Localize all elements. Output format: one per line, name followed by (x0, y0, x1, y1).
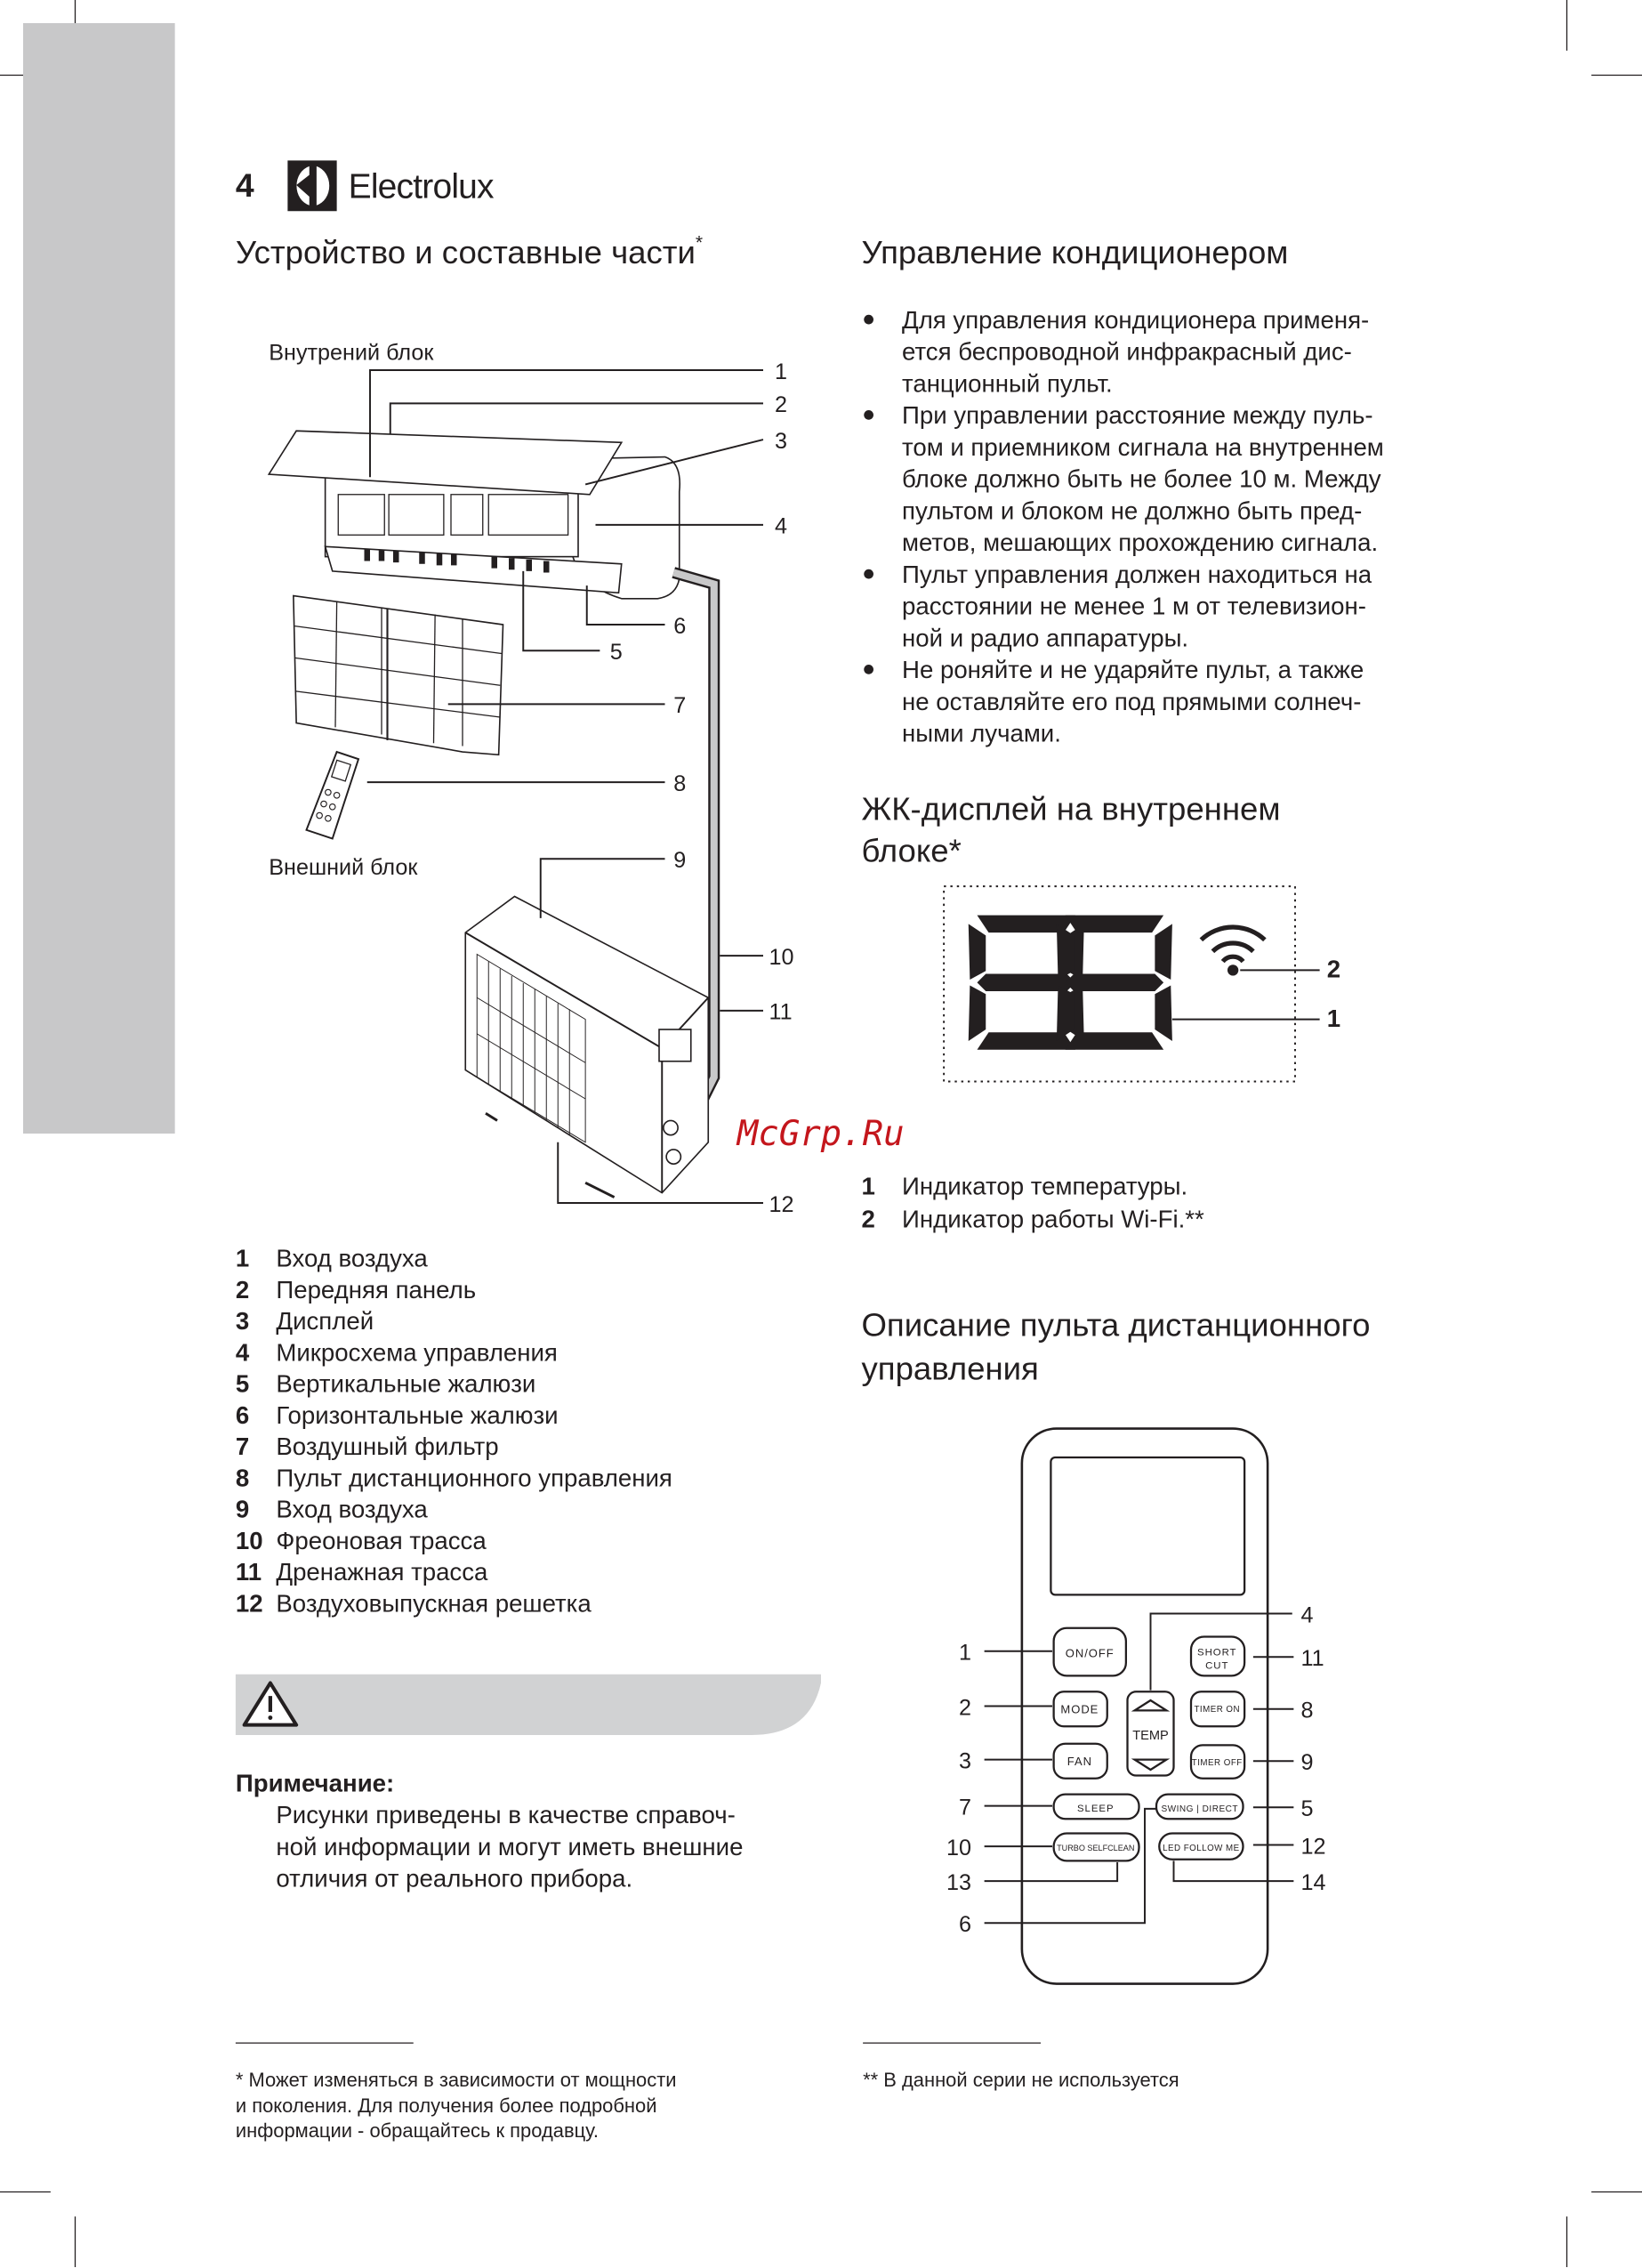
callout-7: 7 (673, 693, 687, 719)
remote-button-timer-on: TIMER ON (1194, 1705, 1241, 1715)
remote-button-swing-direct: SWING | DIRECT (1161, 1804, 1239, 1815)
part-name: Пульт дистанционного управления (276, 1464, 672, 1492)
remote-button-timer-off: TIMER OFF (1191, 1758, 1243, 1769)
section-title-parts: Устройство и составные части* (235, 232, 704, 270)
note-title: Примечание: (235, 1769, 395, 1797)
bullet-icon (864, 569, 873, 579)
callout-2: 2 (775, 392, 788, 418)
remote-control-diagram (946, 1429, 1326, 1984)
lcd-segment (1066, 1032, 1164, 1050)
bullet-text: ется беспроводной инфракрасный дис- (902, 337, 1352, 366)
part-name: Дисплей (276, 1307, 374, 1336)
part-name: Фреоновая трасса (276, 1526, 487, 1554)
section-title-lcd: блоке* (861, 832, 962, 869)
watermark: McGrp.Ru (736, 1114, 905, 1155)
part-number: 12 (235, 1589, 263, 1618)
bullet-icon (864, 410, 873, 420)
bullet-text: том и приемником сигнала на внутреннем (902, 432, 1384, 461)
lcd-segment (1155, 924, 1172, 980)
part-number: 7 (235, 1433, 250, 1461)
part-number: 2 (235, 1275, 250, 1303)
part-name: Воздуховыпускная решетка (276, 1589, 592, 1618)
callout-3: 3 (775, 428, 788, 454)
wifi-icon (1201, 927, 1265, 962)
section-title-remote: управления (861, 1350, 1039, 1387)
remote-callout-14: 14 (1300, 1869, 1326, 1895)
part-name: Горизонтальные жалюзи (276, 1400, 559, 1429)
remote-callout-7: 7 (959, 1795, 971, 1820)
indoor-unit-label: Внутрений блок (269, 340, 434, 366)
lcd-segment (1155, 985, 1172, 1041)
part-number: 9 (235, 1495, 250, 1523)
callout-8: 8 (673, 771, 687, 796)
remote-callout-12: 12 (1300, 1834, 1326, 1860)
callout-4: 4 (775, 513, 788, 539)
part-number: 8 (235, 1464, 250, 1492)
remote-callout-4: 4 (1300, 1602, 1314, 1628)
bullet-text: пультом и блоком не должно быть пред- (902, 496, 1363, 525)
part-name: Передняя панель (276, 1275, 477, 1303)
footnote-line: информации - обращайтесь к продавцу. (235, 2119, 600, 2142)
remote-button-short-cut: CUT (1205, 1660, 1229, 1672)
callout-1: 1 (775, 359, 788, 384)
bullet-text: расстоянии не менее 1 м от телевизион- (902, 592, 1366, 620)
lcd-segment (969, 985, 986, 1041)
remote-button-fan: FAN (1066, 1755, 1092, 1769)
remote-callout-8: 8 (1300, 1698, 1314, 1723)
remote-button-led-follow-me: LED FOLLOW ME (1163, 1844, 1240, 1854)
part-number: 10 (235, 1526, 263, 1554)
callout-12: 12 (769, 1191, 794, 1217)
part-name: Микросхема управления (276, 1338, 558, 1367)
remote-button-mode: MODE (1060, 1702, 1099, 1716)
part-number: 3 (235, 1307, 250, 1336)
note-line: отличия от реального прибора. (276, 1864, 633, 1893)
lcd-temperature-digits (969, 916, 1172, 1050)
outdoor-unit-label: Внешний блок (269, 855, 418, 881)
callout-5: 5 (609, 640, 623, 666)
outdoor-unit-drawing (465, 897, 708, 1198)
lcd-segment (1066, 916, 1164, 933)
indicator-text: Индикатор работы Wi-Fi.** (902, 1205, 1204, 1233)
indicator-number: 1 (861, 1172, 875, 1200)
bullet-text: блоке должно быть не более 10 м. Между (902, 464, 1381, 493)
part-name: Вход воздуха (276, 1244, 428, 1272)
part-name: Воздушный фильтр (276, 1433, 499, 1461)
footnote-wifi: ** В данной серии не используется (863, 2068, 1179, 2091)
lcd-callout-1: 1 (1326, 1004, 1341, 1032)
note-line: Рисунки приведены в качестве справоч- (276, 1801, 736, 1829)
part-name: Вход воздуха (276, 1495, 428, 1523)
part-number: 4 (235, 1338, 250, 1367)
lcd-display-diagram (944, 886, 1340, 1081)
bullet-text: танционный пульт. (902, 369, 1113, 398)
lcd-segment (969, 924, 986, 980)
part-name: Вертикальные жалюзи (276, 1369, 536, 1398)
footnote-line: * Может изменяться в зависимости от мощности (235, 2068, 677, 2091)
callout-10: 10 (769, 944, 794, 970)
part-number: 11 (235, 1558, 262, 1586)
remote-callout-5: 5 (1300, 1796, 1314, 1822)
section-title-remote: Описание пульта дистанционного (861, 1306, 1371, 1344)
section-title-lcd: ЖК-дисплей на внутреннем (861, 790, 1281, 827)
remote-button-sleep: SLEEP (1077, 1804, 1115, 1815)
part-number: 5 (235, 1369, 250, 1398)
side-tab (23, 23, 175, 1134)
remote-button-on-off: ON/OFF (1065, 1646, 1115, 1660)
control-bullets (864, 306, 1384, 747)
callout-6: 6 (673, 613, 687, 639)
section-title-control: Управление кондиционером (861, 233, 1289, 270)
brand-name: Electrolux (348, 167, 494, 206)
bullet-text: не оставляйте его под прямыми солнеч- (902, 687, 1362, 715)
warning-bar (236, 1675, 821, 1735)
callout-9: 9 (673, 848, 687, 874)
bullet-text: ной и радио аппаратуры. (902, 624, 1189, 652)
bullet-text: Пульт управления должен находиться на (902, 560, 1372, 588)
bullet-icon (864, 665, 873, 674)
remote-button-short-cut: SHORT (1197, 1647, 1237, 1659)
bullet-text: Для управления кондиционера применя- (902, 305, 1370, 334)
bullet-text: метов, мешающих прохождению сигнала. (902, 529, 1379, 557)
note-line: ной информации и могут иметь внешние (276, 1832, 744, 1860)
lcd-segment (1066, 973, 1164, 991)
remote-callout-2: 2 (959, 1695, 971, 1721)
remote-callout-13: 13 (946, 1869, 971, 1895)
callout-11: 11 (769, 999, 793, 1025)
remote-callout-9: 9 (1300, 1750, 1314, 1776)
lcd-segment (1057, 985, 1075, 1041)
remote-callout-10: 10 (946, 1835, 971, 1860)
bullet-icon (864, 315, 873, 325)
bullet-text: При управлении расстояние между пуль- (902, 401, 1373, 430)
remote-callout-11: 11 (1300, 1646, 1324, 1672)
bullet-text: ными лучами. (902, 719, 1061, 747)
remote-callout-1: 1 (959, 1640, 971, 1666)
remote-button-temp: TEMP (1132, 1728, 1169, 1743)
lcd-segment (1057, 924, 1075, 980)
bullet-text: Не роняйте и не ударяйте пульт, а также (902, 656, 1364, 684)
page-number: 4 (235, 166, 254, 205)
parts-list (236, 1245, 672, 1618)
part-name: Дренажная трасса (276, 1558, 488, 1586)
indicator-text: Индикатор температуры. (902, 1172, 1188, 1200)
lcd-callout-2: 2 (1326, 955, 1341, 983)
part-number: 6 (235, 1400, 250, 1429)
electrolux-logo (287, 160, 495, 211)
indicator-number: 2 (861, 1205, 875, 1233)
remote-button-turbo-selfclean: TURBO SELFCLEAN (1057, 1844, 1135, 1853)
part-number: 1 (235, 1244, 250, 1272)
remote-callout-6: 6 (959, 1912, 971, 1938)
footnote-line: и поколения. Для получения более подробной (235, 2094, 657, 2118)
remote-callout-3: 3 (959, 1748, 971, 1774)
unit-diagram (269, 341, 793, 1217)
